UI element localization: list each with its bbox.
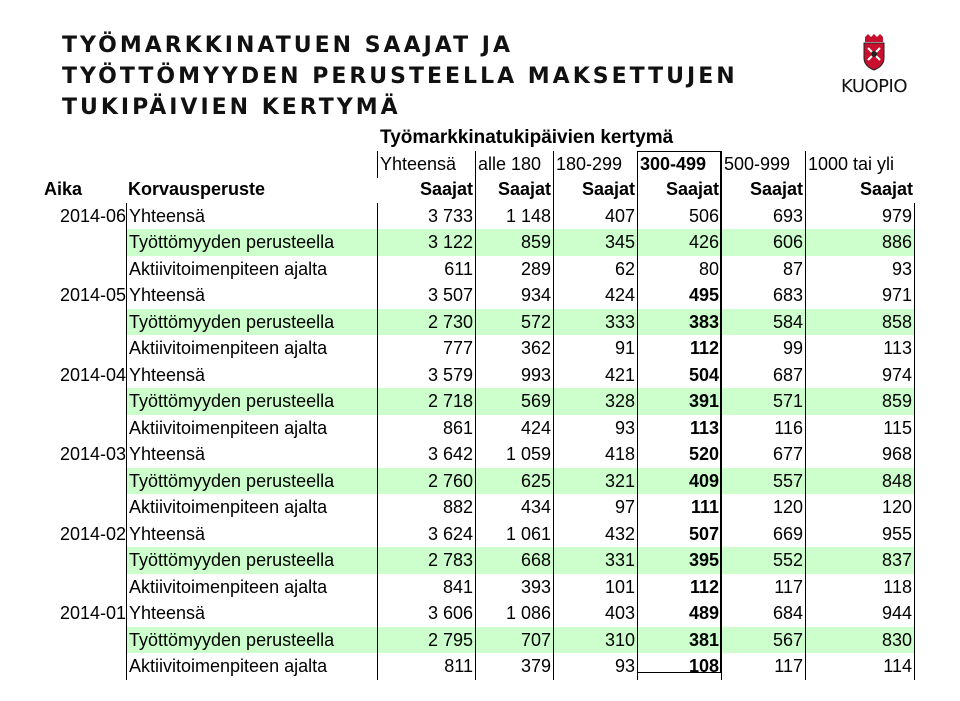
cell-value: 3 733 xyxy=(377,203,475,230)
cell-value: 861 xyxy=(377,415,475,442)
cell-value: 120 xyxy=(721,494,805,521)
cell-aika xyxy=(40,229,126,256)
cell-value: 409 xyxy=(637,468,721,495)
cell-aika xyxy=(40,574,126,601)
cell-value: 848 xyxy=(805,468,915,495)
cell-korvausperuste: Työttömyyden perusteella xyxy=(126,309,377,336)
cell-value: 112 xyxy=(637,335,721,362)
table-row xyxy=(40,547,915,574)
cell-value: 93 xyxy=(553,653,637,680)
cell-value: 432 xyxy=(553,521,637,548)
cell-aika xyxy=(40,653,126,680)
cell-value: 426 xyxy=(637,229,721,256)
cell-korvausperuste: Työttömyyden perusteella xyxy=(126,229,377,256)
cell-value: 421 xyxy=(553,362,637,389)
table-row xyxy=(40,521,915,548)
col-header-saajat: Saajat xyxy=(721,176,805,203)
cell-value: 955 xyxy=(805,521,915,548)
cell-value: 321 xyxy=(553,468,637,495)
cell-value: 495 xyxy=(637,282,721,309)
cell-value: 120 xyxy=(805,494,915,521)
cell-value: 115 xyxy=(805,415,915,442)
cell-value: 383 xyxy=(637,309,721,336)
cell-value: 393 xyxy=(475,574,553,601)
cell-value: 116 xyxy=(721,415,805,442)
cell-value: 507 xyxy=(637,521,721,548)
table-row xyxy=(40,282,915,309)
cell-value: 362 xyxy=(475,335,553,362)
cell-value: 993 xyxy=(475,362,553,389)
table-row xyxy=(40,468,915,495)
cell-value: 520 xyxy=(637,441,721,468)
cell-value: 606 xyxy=(721,229,805,256)
title-line-1: TYÖMARKKINATUEN SAAJAT JA xyxy=(62,33,513,58)
table-row xyxy=(40,335,915,362)
cell-value: 113 xyxy=(637,415,721,442)
kuopio-logo xyxy=(834,34,914,104)
cell-aika xyxy=(40,388,126,415)
table-row xyxy=(40,494,915,521)
cell-value: 381 xyxy=(637,627,721,654)
group-header: 500-999 xyxy=(721,151,805,178)
cell-aika: 2014-01 xyxy=(59,603,126,623)
cell-value: 677 xyxy=(721,441,805,468)
group-header: 180-299 xyxy=(553,151,637,178)
cell-value: 668 xyxy=(475,547,553,574)
super-header: Työmarkkinatukipäivien kertymä xyxy=(380,127,674,148)
cell-aika xyxy=(40,335,126,362)
cell-value: 87 xyxy=(721,256,805,283)
group-header: 300-499 xyxy=(637,151,721,178)
kuopio-coat-of-arms-icon xyxy=(834,34,914,78)
cell-korvausperuste: Aktiivitoimenpiteen ajalta xyxy=(126,256,377,283)
cell-value: 683 xyxy=(721,282,805,309)
cell-aika: 2014-06 xyxy=(59,205,126,226)
cell-value: 99 xyxy=(721,335,805,362)
cell-value: 569 xyxy=(475,388,553,415)
table-row xyxy=(40,309,915,336)
cell-value: 345 xyxy=(553,229,637,256)
cell-value: 418 xyxy=(553,441,637,468)
group-header-row xyxy=(40,151,915,178)
cell-value: 118 xyxy=(805,574,915,601)
table-row xyxy=(40,600,915,627)
cell-value: 974 xyxy=(805,362,915,389)
cell-value: 117 xyxy=(721,574,805,601)
cell-korvausperuste: Aktiivitoimenpiteen ajalta xyxy=(126,415,377,442)
cell-value: 611 xyxy=(377,256,475,283)
table-row xyxy=(40,362,915,389)
cell-value: 971 xyxy=(805,282,915,309)
cell-value: 424 xyxy=(553,282,637,309)
table-row xyxy=(40,653,915,680)
cell-value: 3 642 xyxy=(377,441,475,468)
cell-value: 97 xyxy=(553,494,637,521)
group-header: 1000 tai yli xyxy=(805,151,915,178)
cell-value: 557 xyxy=(721,468,805,495)
cell-aika xyxy=(40,309,126,336)
table-row xyxy=(40,574,915,601)
cell-value: 1 148 xyxy=(475,203,553,230)
table-row xyxy=(40,441,915,468)
cell-korvausperuste: Työttömyyden perusteella xyxy=(126,468,377,495)
cell-value: 584 xyxy=(721,309,805,336)
title-line-2: TYÖTTÖMYYDEN PERUSTEELLA MAKSETTUJEN xyxy=(62,64,738,89)
cell-value: 858 xyxy=(805,309,915,336)
cell-value: 777 xyxy=(377,335,475,362)
cell-korvausperuste: Yhteensä xyxy=(126,600,377,627)
cell-value: 3 507 xyxy=(377,282,475,309)
cell-value: 112 xyxy=(637,574,721,601)
table-row xyxy=(40,256,915,283)
logo-text: KUOPIO xyxy=(841,76,907,97)
cell-value: 114 xyxy=(805,653,915,680)
cell-value: 379 xyxy=(475,653,553,680)
cell-korvausperuste: Työttömyyden perusteella xyxy=(126,627,377,654)
cell-value: 552 xyxy=(721,547,805,574)
cell-value: 968 xyxy=(805,441,915,468)
cell-korvausperuste: Yhteensä xyxy=(126,441,377,468)
cell-value: 395 xyxy=(637,547,721,574)
col-header-saajat: Saajat xyxy=(553,176,637,203)
cell-value: 811 xyxy=(377,653,475,680)
cell-aika xyxy=(40,627,126,654)
cell-aika: 2014-05 xyxy=(59,285,126,305)
cell-value: 2 760 xyxy=(377,468,475,495)
cell-value: 108 xyxy=(637,653,721,680)
cell-value: 979 xyxy=(805,203,915,230)
cell-value: 859 xyxy=(805,388,915,415)
cell-aika xyxy=(40,256,126,283)
cell-value: 2 783 xyxy=(377,547,475,574)
cell-value: 684 xyxy=(721,600,805,627)
cell-value: 403 xyxy=(553,600,637,627)
cell-value: 944 xyxy=(805,600,915,627)
cell-value: 625 xyxy=(475,468,553,495)
cell-value: 830 xyxy=(805,627,915,654)
cell-aika xyxy=(40,468,126,495)
cell-value: 707 xyxy=(475,627,553,654)
cell-value: 489 xyxy=(637,600,721,627)
cell-value: 93 xyxy=(553,415,637,442)
table-row xyxy=(40,203,915,230)
cell-value: 333 xyxy=(553,309,637,336)
cell-value: 687 xyxy=(721,362,805,389)
col-header-saajat: Saajat xyxy=(419,179,473,199)
cell-value: 2 730 xyxy=(377,309,475,336)
cell-value: 1 061 xyxy=(475,521,553,548)
cell-value: 434 xyxy=(475,494,553,521)
cell-korvausperuste: Yhteensä xyxy=(126,203,377,230)
cell-value: 3 122 xyxy=(377,229,475,256)
cell-korvausperuste: Aktiivitoimenpiteen ajalta xyxy=(126,574,377,601)
cell-value: 2 795 xyxy=(377,627,475,654)
cell-value: 1 086 xyxy=(475,600,553,627)
group-header: Yhteensä xyxy=(377,151,475,178)
table-row xyxy=(40,415,915,442)
cell-value: 571 xyxy=(721,388,805,415)
cell-value: 407 xyxy=(553,203,637,230)
table-row xyxy=(40,388,915,415)
cell-value: 2 718 xyxy=(377,388,475,415)
cell-value: 62 xyxy=(553,256,637,283)
cell-aika: 2014-02 xyxy=(59,523,126,544)
cell-value: 93 xyxy=(805,256,915,283)
cell-value: 567 xyxy=(721,627,805,654)
cell-korvausperuste: Yhteensä xyxy=(126,282,377,309)
cell-value: 886 xyxy=(805,229,915,256)
cell-value: 3 579 xyxy=(377,362,475,389)
cell-korvausperuste: Yhteensä xyxy=(126,521,377,548)
cell-korvausperuste: Yhteensä xyxy=(126,362,377,389)
cell-korvausperuste: Aktiivitoimenpiteen ajalta xyxy=(126,494,377,521)
cell-value: 3 606 xyxy=(377,600,475,627)
cell-aika xyxy=(40,494,126,521)
cell-value: 91 xyxy=(553,335,637,362)
cell-value: 693 xyxy=(721,203,805,230)
cell-value: 117 xyxy=(721,653,805,680)
cell-value: 80 xyxy=(637,256,721,283)
cell-korvausperuste: Aktiivitoimenpiteen ajalta xyxy=(126,335,377,362)
cell-value: 424 xyxy=(475,415,553,442)
cell-aika xyxy=(40,547,126,574)
col-header-saajat: Saajat xyxy=(805,176,915,203)
table-row xyxy=(40,627,915,654)
cell-korvausperuste: Työttömyyden perusteella xyxy=(126,547,377,574)
col-header-korvausperuste: Korvausperuste xyxy=(128,179,266,199)
cell-value: 331 xyxy=(553,547,637,574)
cell-value: 859 xyxy=(475,229,553,256)
cell-aika: 2014-03 xyxy=(59,444,126,464)
cell-value: 837 xyxy=(805,547,915,574)
col-header-aika: Aika xyxy=(44,179,83,199)
cell-value: 391 xyxy=(637,388,721,415)
col-header-saajat: Saajat xyxy=(475,176,553,203)
cell-value: 310 xyxy=(553,627,637,654)
cell-value: 111 xyxy=(637,494,721,521)
cell-value: 113 xyxy=(805,335,915,362)
cell-value: 101 xyxy=(553,574,637,601)
cell-value: 1 059 xyxy=(475,441,553,468)
cell-value: 669 xyxy=(721,521,805,548)
cell-value: 289 xyxy=(475,256,553,283)
cell-value: 882 xyxy=(377,494,475,521)
cell-value: 506 xyxy=(637,203,721,230)
column-header-row xyxy=(40,176,915,203)
cell-aika xyxy=(40,415,126,442)
cell-korvausperuste: Työttömyyden perusteella xyxy=(126,388,377,415)
cell-value: 328 xyxy=(553,388,637,415)
cell-korvausperuste: Aktiivitoimenpiteen ajalta xyxy=(126,653,377,680)
cell-value: 3 624 xyxy=(377,521,475,548)
table-row xyxy=(40,229,915,256)
cell-value: 934 xyxy=(475,282,553,309)
cell-aika: 2014-04 xyxy=(59,364,126,385)
cell-value: 504 xyxy=(637,362,721,389)
group-header: alle 180 xyxy=(475,151,553,178)
title-line-3: TUKIPÄIVIEN KERTYMÄ xyxy=(62,95,401,120)
cell-value: 572 xyxy=(475,309,553,336)
col-header-saajat: Saajat xyxy=(637,176,721,203)
cell-value: 841 xyxy=(377,574,475,601)
page-title xyxy=(62,30,822,123)
